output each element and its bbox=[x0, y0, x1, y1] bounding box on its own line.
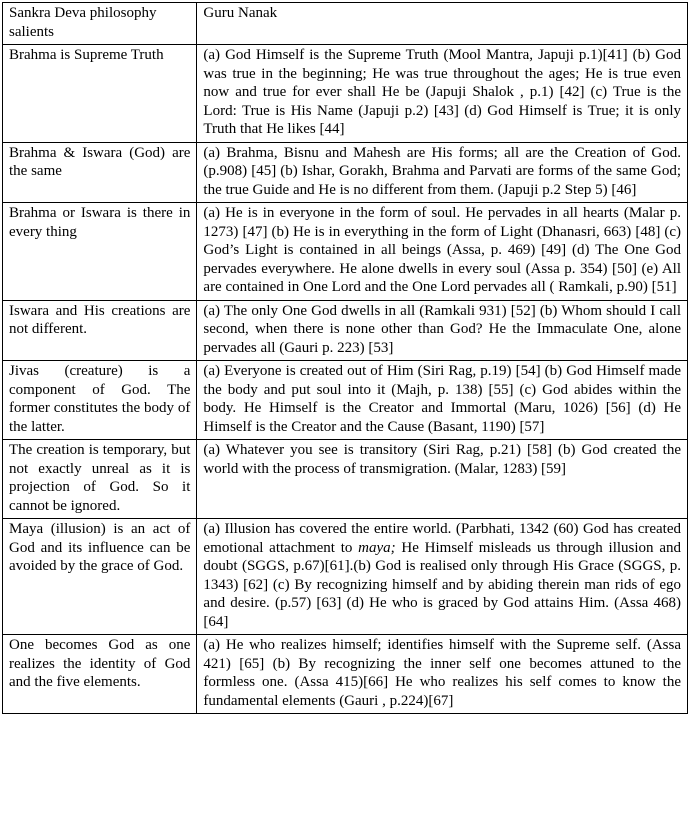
table-row bbox=[3, 440, 688, 519]
guru-nanak-cell bbox=[197, 440, 688, 519]
guru-text: (a) Everyone is created out of Him (Siri Rag, p.19) [54] (b) God Himself made the body and put soul into it (Majh, p. 138) [55] (c) God abides within the body. He Himself is the Creator and Immortal (Maru, 1026) [56] (d) He Himself is the Creator and the Cause (Basant, 1190) [57] bbox=[203, 363, 681, 435]
salient-cell: Iswara and His creations are not different. bbox=[3, 300, 197, 361]
guru-nanak-cell bbox=[197, 45, 688, 143]
guru-nanak-cell bbox=[197, 519, 688, 635]
salient-cell: Jivas (creature) is a component of God. The former constitutes the body of the latter. bbox=[3, 361, 197, 440]
guru-text: (a) The only One God dwells in all (Ramkali 931) [52] (b) Whom should I call second, when there is none other than God? He the Immaculate One, alone pervades all (Gauri p. 223) [53] bbox=[203, 302, 681, 356]
guru-nanak-cell bbox=[197, 300, 688, 361]
guru-nanak-cell bbox=[197, 635, 688, 714]
guru-nanak-cell bbox=[197, 361, 688, 440]
salient-cell: Brahma or Iswara is there in every thing bbox=[3, 203, 197, 301]
guru-text: (a) He who realizes himself; identifies himself with the Supreme self. (Assa 421) [65] (b) By recognizing the inner self one becomes attuned to the formless one. (Assa 415)[66] He who realizes his self comes to know the fundamental elements (Gauri , p.224)[67] bbox=[203, 637, 681, 709]
guru-text: (a) Brahma, Bisnu and Mahesh are His forms; all are the Creation of God. (p.908) [45] (b) Ishar, Gorakh, Brahma and Parvati are forms of the same God; the true Guide and He is no different from them. (Japuji p.2 Step 5) [46] bbox=[203, 144, 681, 198]
guru-text: (a) He is in everyone in the form of soul. He pervades in all hearts (Malar p. 1273) [47] (b) He is in everything in the form of Light (Dhanasri, 663) [48] (c) God’s Light is contained in all beings (Assa, p. 469) [49] (d) The One God pervades everywhere. He alone dwells in every soul (Assa p. 354) [50] (e) All are contained in One Lord and the One Lord pervades all ( Ramkali, p.90) [51] bbox=[203, 205, 681, 295]
salient-cell: Maya (illusion) is an act of God and its influence can be avoided by the grace of God. bbox=[3, 519, 197, 635]
table-row bbox=[3, 142, 688, 203]
table-row bbox=[3, 45, 688, 143]
guru-text: (a) God Himself is the Supreme Truth (Mool Mantra, Japuji p.1)[41] (b) God was true in the beginning; He was true throughout the ages; He is true even now and true for ever shall He be (Japuji Shalok , p.1) [42] (c) True is the Lord: True is His Name (Japuji p.2) [43] (d) God Himself is True; it is only Truth that He likes [44] bbox=[203, 47, 681, 137]
salient-cell: The creation is temporary, but not exactly unreal as it is projection of God. So it cannot be ignored. bbox=[3, 440, 197, 519]
guru-nanak-cell bbox=[197, 203, 688, 301]
comparison-table bbox=[2, 2, 688, 714]
salient-cell: Brahma is Supreme Truth bbox=[3, 45, 197, 143]
table-row bbox=[3, 361, 688, 440]
header-sankra-deva: Sankra Deva philosophy salients bbox=[3, 3, 197, 45]
salient-cell: Brahma & Iswara (God) are the same bbox=[3, 142, 197, 203]
salient-cell: One becomes God as one realizes the identity of God and the five elements. bbox=[3, 635, 197, 714]
table-header-row bbox=[3, 3, 688, 45]
table-row bbox=[3, 519, 688, 635]
table-row bbox=[3, 635, 688, 714]
table-row bbox=[3, 203, 688, 301]
header-guru-nanak: Guru Nanak bbox=[197, 3, 688, 45]
guru-text: He Himself misleads us through illusion and doubt (SGGS, p.67)[61].(b) God is realised only through His Grace (SGGS, p. 1343) [62] (c) By recognizing himself and by abiding therein man rids of ego and desire. (p.57) [63] (d) He who is graced by God attains Him. (Assa 468) [64] bbox=[203, 539, 681, 630]
guru-text: (a) Whatever you see is transitory (Siri Rag, p.21) [58] (b) God created the world with the process of transmigration. (Malar, 1283) [59] bbox=[203, 442, 681, 477]
guru-text: (a) Illusion has covered the entire world. (Parbhati, 1342 (60) God has created emotional attachment to bbox=[203, 521, 681, 556]
guru-text-italic: maya; bbox=[358, 539, 396, 556]
guru-nanak-cell bbox=[197, 142, 688, 203]
table-row bbox=[3, 300, 688, 361]
